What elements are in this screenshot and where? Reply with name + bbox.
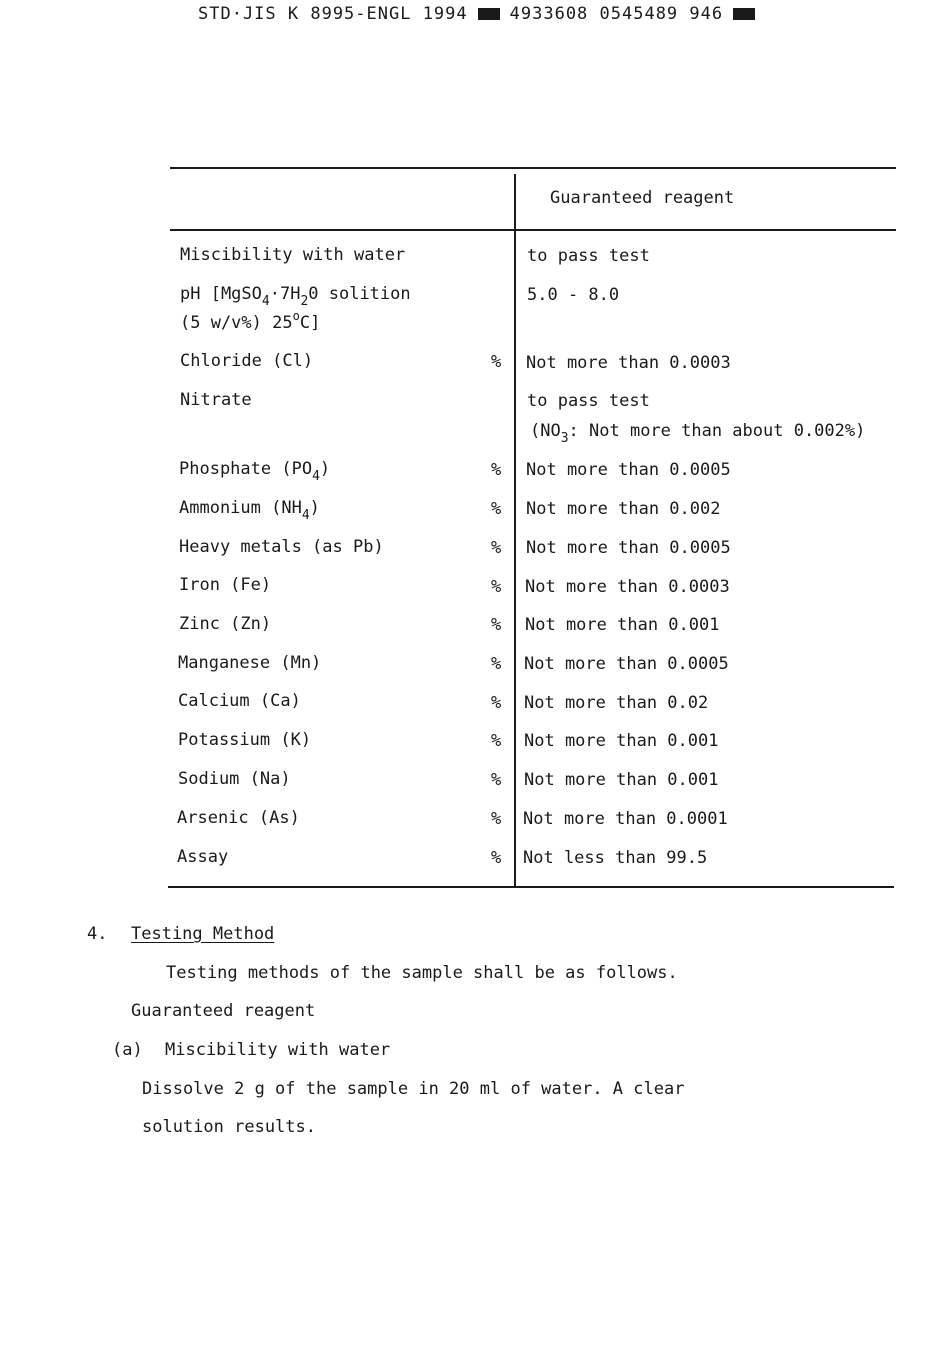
row-name: Ammonium $(NH_4)$ <box>179 498 320 523</box>
row-name: Zinc (Zn) <box>179 614 272 634</box>
row-value-line2: ($NO_3$: Not more than about 0.002%) <box>530 421 866 446</box>
row-value: Not more than 0.001 <box>524 731 719 751</box>
row-unit: % <box>491 654 502 674</box>
grade-heading: Guaranteed reagent <box>131 1001 316 1021</box>
row-unit: % <box>491 770 502 790</box>
document-header <box>198 4 765 24</box>
row-name: Miscibility with water <box>180 245 406 265</box>
header-black-block <box>478 8 500 20</box>
row-name-line2: (5 w/v%) 25$^o$C] <box>180 309 321 333</box>
row-name: pH [$MgSO_4\cdot 7H_20$ solition <box>180 284 411 309</box>
body-line: solution results. <box>142 1117 316 1137</box>
row-name: Manganese (Mn) <box>178 653 322 673</box>
body-line: Dissolve 2 g of the sample in 20 ml of water. A clear <box>142 1079 685 1099</box>
row-value: Not more than 0.001 <box>524 770 719 790</box>
row-name: Phosphate $(PO_4)$ <box>179 459 331 484</box>
row-value: Not more than 0.0003 <box>526 353 731 373</box>
item-label: (a) <box>112 1040 143 1060</box>
row-value: Not more than 0.0005 <box>526 538 731 558</box>
table-column-divider <box>514 174 516 886</box>
row-name: Chloride (Cl) <box>180 351 314 371</box>
table-top-rule <box>170 167 896 169</box>
row-unit: % <box>491 352 502 372</box>
table-header-rule <box>170 229 896 231</box>
row-name: Nitrate <box>180 390 252 410</box>
item-title: Miscibility with water <box>165 1040 391 1060</box>
row-unit: % <box>491 538 502 558</box>
row-unit: % <box>491 731 502 751</box>
row-name: Iron (Fe) <box>179 575 272 595</box>
row-name: Calcium (Ca) <box>178 691 301 711</box>
row-value: to pass test <box>527 391 650 411</box>
header-code: 4933608 0545489 946 <box>509 4 724 24</box>
row-value: 5.0 - 8.0 <box>527 285 620 305</box>
row-value: Not more than 0.0005 <box>524 654 729 674</box>
row-unit: % <box>491 848 502 868</box>
row-unit: % <box>491 577 502 597</box>
section-number: 4. <box>87 924 108 944</box>
row-value: Not more than 0.002 <box>526 499 721 519</box>
header-standard-id: STD·JIS K 8995-ENGL 1994 <box>198 4 468 24</box>
section-intro: Testing methods of the sample shall be as follows. <box>166 963 678 983</box>
row-unit: % <box>491 615 502 635</box>
header-black-block <box>733 8 755 20</box>
row-value: Not more than 0.02 <box>524 693 709 713</box>
row-value: Not more than 0.0005 <box>526 460 731 480</box>
row-unit: % <box>491 809 502 829</box>
row-name: Heavy metals (as Pb) <box>179 537 384 557</box>
row-unit: % <box>491 460 502 480</box>
row-value: Not less than 99.5 <box>523 848 708 868</box>
table-bottom-rule <box>168 886 894 888</box>
section-title: Testing Method <box>131 924 275 944</box>
row-value: Not more than 0.0001 <box>523 809 728 829</box>
column-header: Guaranteed reagent <box>550 188 735 208</box>
row-value: Not more than 0.0003 <box>525 577 730 597</box>
row-value: Not more than 0.001 <box>525 615 720 635</box>
row-name: Assay <box>177 847 229 867</box>
row-name: Arsenic (As) <box>177 808 300 828</box>
row-name: Potassium (K) <box>178 730 312 750</box>
row-unit: % <box>491 499 502 519</box>
row-value: to pass test <box>527 246 650 266</box>
row-name: Sodium (Na) <box>178 769 291 789</box>
row-unit: % <box>491 693 502 713</box>
